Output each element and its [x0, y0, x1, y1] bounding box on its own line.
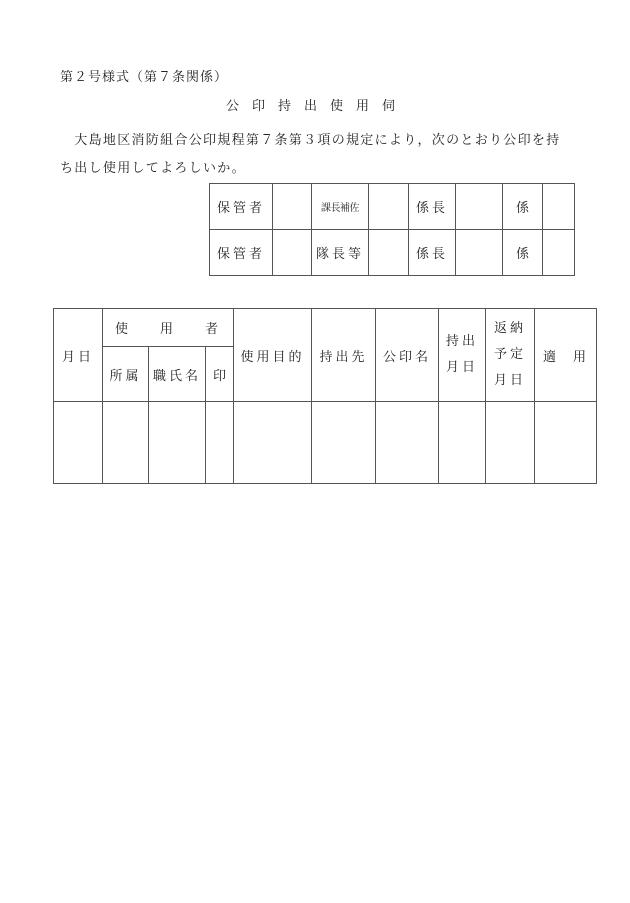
header-takeout-date-line2: 月日 — [446, 360, 479, 375]
cell-seal-name[interactable] — [376, 402, 439, 484]
header-return-date-line1: 返納 — [494, 321, 527, 336]
header-takeout-date-line1: 持出 — [446, 334, 479, 349]
header-remarks: 適 用 — [535, 309, 597, 402]
cell-affiliation[interactable] — [103, 402, 149, 484]
header-destination: 持出先 — [312, 309, 376, 402]
form-number: 第２号様式（第７条関係） — [60, 70, 229, 85]
chief-label: 係長 — [409, 184, 456, 230]
cell-return-date[interactable] — [486, 402, 535, 484]
body-text-line-2: ち出し使用してよろしいか。 — [60, 161, 246, 176]
header-title-name: 職氏名 — [149, 347, 206, 402]
staff-label: 係 — [503, 230, 543, 276]
header-row-1 — [54, 309, 597, 347]
cell-purpose[interactable] — [234, 402, 312, 484]
cell-date[interactable] — [54, 402, 103, 484]
header-seal-name: 公印名 — [376, 309, 439, 402]
keeper-stamp-cell[interactable] — [273, 230, 312, 276]
header-return-date — [486, 309, 535, 402]
cell-takeout-date[interactable] — [439, 402, 486, 484]
header-affiliation: 所属 — [103, 347, 149, 402]
chief-stamp-cell[interactable] — [456, 184, 503, 230]
staff-stamp-cell[interactable] — [543, 184, 575, 230]
staff-label: 係 — [503, 184, 543, 230]
header-seal: 印 — [206, 347, 234, 402]
cell-title-name[interactable] — [149, 402, 206, 484]
keeper-label: 保管者 — [210, 230, 273, 276]
keeper-stamp-cell[interactable] — [273, 184, 312, 230]
assistant-manager-stamp-cell[interactable] — [369, 184, 409, 230]
approval-row — [210, 230, 575, 276]
header-return-date-line3: 月日 — [494, 373, 527, 388]
chief-label: 係長 — [409, 230, 456, 276]
cell-seal[interactable] — [206, 402, 234, 484]
data-row — [54, 402, 597, 484]
header-return-date-line2: 予定 — [494, 347, 527, 362]
cell-remarks[interactable] — [535, 402, 597, 484]
keeper-label: 保管者 — [210, 184, 273, 230]
header-date: 月日 — [54, 309, 103, 402]
staff-stamp-cell[interactable] — [543, 230, 575, 276]
captain-stamp-cell[interactable] — [369, 230, 409, 276]
header-user: 使 用 者 — [103, 309, 234, 347]
approval-table — [209, 183, 575, 276]
assistant-manager-label: 課長補佐 — [312, 184, 369, 230]
chief-stamp-cell[interactable] — [456, 230, 503, 276]
captain-label: 隊長等 — [312, 230, 369, 276]
header-purpose: 使用目的 — [234, 309, 312, 402]
usage-table — [53, 308, 597, 484]
page-title: 公印持出使用伺 — [226, 99, 409, 114]
cell-destination[interactable] — [312, 402, 376, 484]
header-takeout-date — [439, 309, 486, 402]
approval-row — [210, 184, 575, 230]
body-text-line-1: 大島地区消防組合公印規程第７条第３項の規定により，次のとおり公印を持 — [60, 133, 561, 148]
